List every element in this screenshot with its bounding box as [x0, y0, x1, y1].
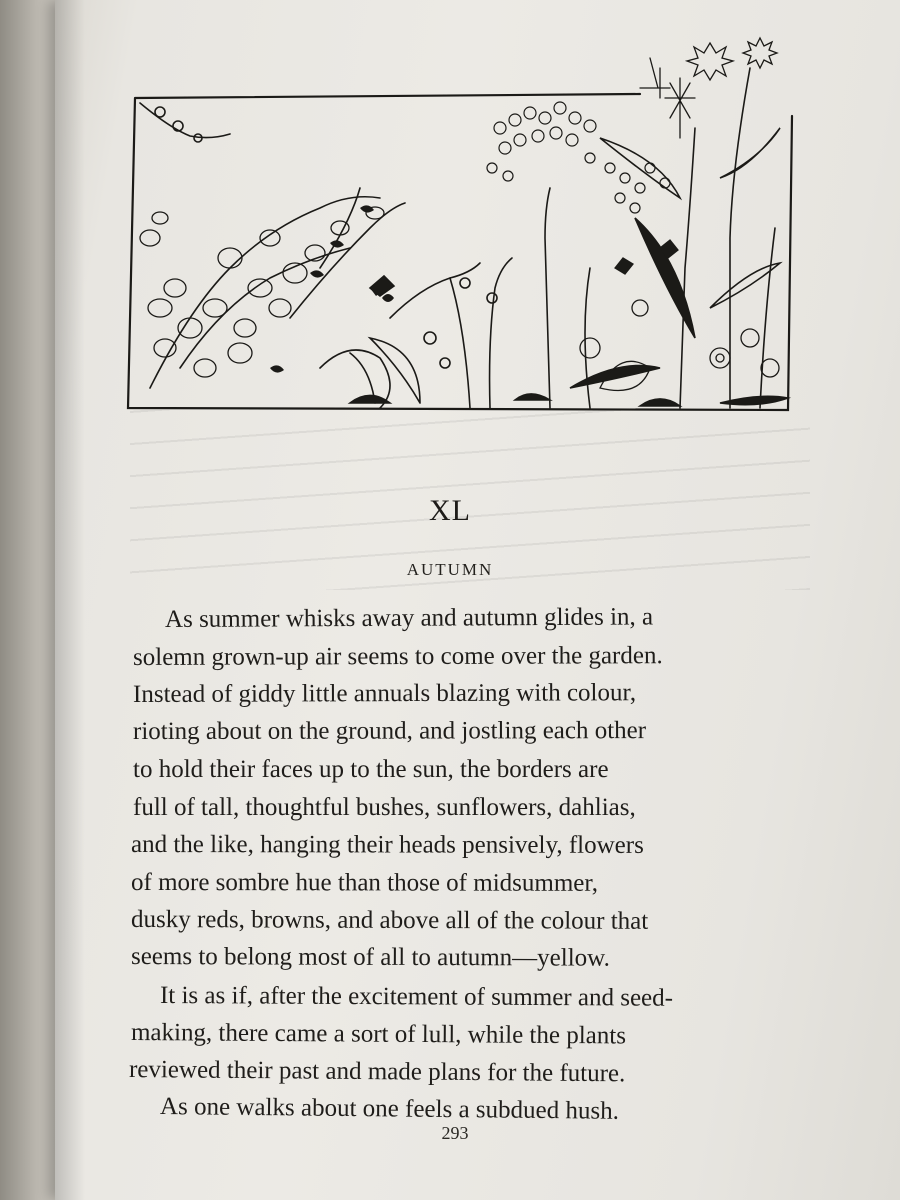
paragraph-line: seems to belong most of all to autumn—yellow. — [130, 943, 610, 972]
paragraph-line: and the like, hanging their heads pensively, flowers — [130, 831, 644, 859]
paragraph-line: It is as if, after the excitement of summer and seed- — [159, 982, 674, 1012]
page-number: 293 — [441, 1123, 469, 1143]
page-gutter-shadow — [55, 0, 85, 1200]
garden-headpiece-illustration — [120, 8, 800, 418]
chapter-title: AUTUMN — [406, 560, 494, 579]
paragraph-line: dusky reds, browns, and above all of the colour that — [130, 906, 649, 935]
paragraph-line: to hold their faces up to the sun, the borders are — [133, 756, 609, 783]
paragraph-line: As summer whisks away and autumn glides in, a — [164, 603, 654, 633]
paragraph-line: As one walks about one feels a subdued hush. — [159, 1093, 620, 1125]
paragraph-line: reviewed their past and made plans for the future. — [128, 1056, 626, 1088]
paragraph-line: of more sombre hue than those of midsummer, — [130, 869, 598, 897]
paragraph-line: making, there came a sort of lull, while the plants — [130, 1019, 627, 1050]
paragraph-line: Instead of giddy little annuals blazing with colour, — [132, 679, 637, 708]
chapter-number: XL — [429, 494, 471, 527]
paragraph-line: full of tall, thoughtful bushes, sunflowers, dahlias, — [133, 794, 636, 821]
paragraph-line: rioting about on the ground, and jostling each other — [132, 717, 647, 745]
paragraph-line: solemn grown-up air seems to come over the garden. — [132, 642, 663, 671]
